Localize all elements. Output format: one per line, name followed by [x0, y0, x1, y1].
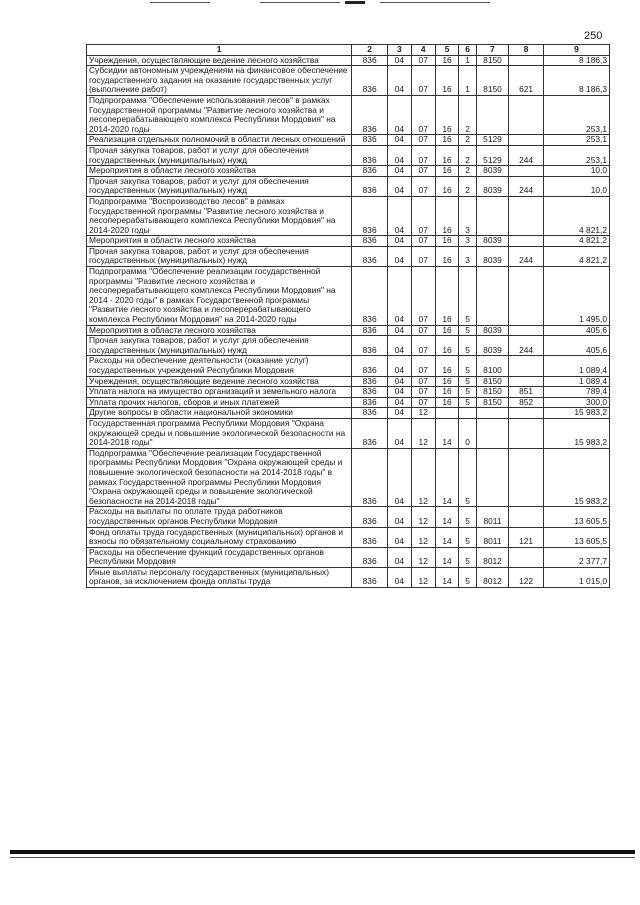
program-cell	[435, 408, 459, 419]
program-cell: 16	[435, 267, 459, 326]
row-name-cell: Мероприятия в области лесного хозяйства	[87, 325, 352, 336]
subprogram-cell: 5	[459, 387, 476, 398]
amount-cell: 8 186,3	[543, 55, 609, 66]
program-cell: 16	[435, 166, 459, 177]
subsection-cell: 07	[411, 196, 435, 235]
target-item-cell: 8150	[476, 55, 508, 66]
expense-type-cell: 851	[509, 387, 544, 398]
row-name-cell: Расходы на выплаты по оплате труда работников государственных органов Республики Мордовия	[87, 507, 352, 527]
amount-cell: 10,0	[543, 176, 609, 196]
program-cell: 16	[435, 246, 459, 266]
expense-type-cell	[509, 166, 544, 177]
row-name-cell: Учреждения, осуществляющие ведение лесного хозяйства	[87, 55, 352, 66]
expense-type-cell: 122	[509, 567, 544, 587]
table-row	[87, 356, 610, 376]
target-item-cell: 8012	[476, 567, 508, 587]
code-grbs-cell: 836	[352, 145, 388, 165]
target-item-cell: 5129	[476, 135, 508, 146]
amount-cell: 13 605,5	[543, 507, 609, 527]
expense-type-cell: 852	[509, 397, 544, 408]
code-grbs-cell: 836	[352, 448, 388, 507]
subsection-cell: 07	[411, 176, 435, 196]
code-grbs-cell: 836	[352, 397, 388, 408]
code-grbs-cell: 836	[352, 418, 388, 448]
budget-table	[86, 44, 610, 588]
section-cell: 04	[388, 236, 412, 247]
subsection-cell: 07	[411, 236, 435, 247]
subprogram-cell: 2	[459, 95, 476, 134]
amount-cell: 4 821,2	[543, 196, 609, 235]
section-cell: 04	[388, 448, 412, 507]
program-cell: 16	[435, 95, 459, 134]
section-cell: 04	[388, 267, 412, 326]
code-grbs-cell: 836	[352, 55, 388, 66]
program-cell: 16	[435, 397, 459, 408]
code-grbs-cell: 836	[352, 567, 388, 587]
header-col-2: 2	[352, 45, 388, 56]
table-row	[87, 418, 610, 448]
subprogram-cell	[459, 408, 476, 419]
row-name-cell: Государственная программа Республики Мордовия "Охрана окружающей среды и повышение экологической безопасности на 2014-2018 годы"	[87, 418, 352, 448]
subsection-cell: 07	[411, 135, 435, 146]
target-item-cell: 8150	[476, 66, 508, 96]
section-cell: 04	[388, 135, 412, 146]
program-cell: 16	[435, 387, 459, 398]
amount-cell: 405,6	[543, 336, 609, 356]
expense-type-cell: 244	[509, 176, 544, 196]
program-cell: 16	[435, 325, 459, 336]
target-item-cell	[476, 196, 508, 235]
expense-type-cell: 244	[509, 336, 544, 356]
amount-cell: 4 821,2	[543, 246, 609, 266]
table-row	[87, 135, 610, 146]
expense-type-cell	[509, 507, 544, 527]
header-col-6: 6	[459, 45, 476, 56]
row-name-cell: Прочая закупка товаров, работ и услуг для обеспечения государственных (муниципальных) нужд	[87, 145, 352, 165]
row-name-cell: Уплата налога на имущество организаций и земельного налога	[87, 387, 352, 398]
section-cell: 04	[388, 145, 412, 165]
row-name-cell: Прочая закупка товаров, работ и услуг для обеспечения государственных (муниципальных) нужд	[87, 176, 352, 196]
code-grbs-cell: 836	[352, 408, 388, 419]
amount-cell: 2 377,7	[543, 547, 609, 567]
subprogram-cell: 2	[459, 176, 476, 196]
target-item-cell: 8039	[476, 236, 508, 247]
code-grbs-cell: 836	[352, 376, 388, 387]
subsection-cell: 07	[411, 387, 435, 398]
code-grbs-cell: 836	[352, 196, 388, 235]
code-grbs-cell: 836	[352, 166, 388, 177]
table-row	[87, 527, 610, 547]
code-grbs-cell: 836	[352, 507, 388, 527]
page-number: 250	[584, 30, 603, 42]
table-row	[87, 176, 610, 196]
amount-cell: 253,1	[543, 95, 609, 134]
row-name-cell: Субсидии автономным учреждениям на финансовое обеспечение государственного задания на оказание государственных услуг (выполнение работ)	[87, 66, 352, 96]
subprogram-cell: 5	[459, 325, 476, 336]
program-cell: 16	[435, 236, 459, 247]
code-grbs-cell: 836	[352, 527, 388, 547]
target-item-cell: 8039	[476, 176, 508, 196]
expense-type-cell: 621	[509, 66, 544, 96]
section-cell: 04	[388, 336, 412, 356]
target-item-cell: 8039	[476, 166, 508, 177]
program-cell: 16	[435, 196, 459, 235]
row-name-cell: Уплата прочих налогов, сборов и иных платежей	[87, 397, 352, 408]
program-cell: 16	[435, 376, 459, 387]
program-cell: 14	[435, 507, 459, 527]
subsection-cell: 07	[411, 66, 435, 96]
table-row	[87, 196, 610, 235]
subprogram-cell: 5	[459, 507, 476, 527]
subprogram-cell: 1	[459, 55, 476, 66]
subprogram-cell: 5	[459, 397, 476, 408]
subsection-cell: 12	[411, 408, 435, 419]
amount-cell: 253,1	[543, 135, 609, 146]
code-grbs-cell: 836	[352, 66, 388, 96]
target-item-cell	[476, 267, 508, 326]
program-cell: 16	[435, 356, 459, 376]
row-name-cell: Расходы на обеспечение деятельности (оказание услуг) государственных учреждений Республики Мордовия	[87, 356, 352, 376]
subprogram-cell: 3	[459, 196, 476, 235]
section-cell: 04	[388, 387, 412, 398]
subprogram-cell: 1	[459, 66, 476, 96]
expense-type-cell	[509, 135, 544, 146]
amount-cell: 300,0	[543, 397, 609, 408]
subsection-cell: 12	[411, 527, 435, 547]
section-cell: 04	[388, 325, 412, 336]
header-col-3: 3	[388, 45, 412, 56]
table-row	[87, 387, 610, 398]
section-cell: 04	[388, 196, 412, 235]
code-grbs-cell: 836	[352, 336, 388, 356]
subprogram-cell: 5	[459, 567, 476, 587]
program-cell: 14	[435, 547, 459, 567]
section-cell: 04	[388, 567, 412, 587]
table-row	[87, 448, 610, 507]
table-row	[87, 376, 610, 387]
target-item-cell	[476, 408, 508, 419]
section-cell: 04	[388, 418, 412, 448]
program-cell: 16	[435, 55, 459, 66]
subsection-cell: 07	[411, 246, 435, 266]
code-grbs-cell: 836	[352, 135, 388, 146]
table-row	[87, 55, 610, 66]
code-grbs-cell: 836	[352, 267, 388, 326]
subsection-cell: 07	[411, 55, 435, 66]
row-name-cell: Расходы на обеспечение функций государственных органов Республики Мордовия	[87, 547, 352, 567]
code-grbs-cell: 836	[352, 236, 388, 247]
subprogram-cell: 2	[459, 166, 476, 177]
table-row	[87, 325, 610, 336]
row-name-cell: Прочая закупка товаров, работ и услуг для обеспечения государственных (муниципальных) нужд	[87, 336, 352, 356]
subprogram-cell: 5	[459, 336, 476, 356]
subprogram-cell: 3	[459, 246, 476, 266]
section-cell: 04	[388, 356, 412, 376]
target-item-cell: 8150	[476, 397, 508, 408]
amount-cell: 4 821,2	[543, 236, 609, 247]
code-grbs-cell: 836	[352, 356, 388, 376]
table-row	[87, 236, 610, 247]
amount-cell: 405,6	[543, 325, 609, 336]
target-item-cell: 8039	[476, 336, 508, 356]
section-cell: 04	[388, 527, 412, 547]
amount-cell: 1 089,4	[543, 356, 609, 376]
table-row	[87, 507, 610, 527]
subprogram-cell: 5	[459, 356, 476, 376]
scan-bottom-edge	[10, 850, 635, 854]
subsection-cell: 12	[411, 448, 435, 507]
section-cell: 04	[388, 55, 412, 66]
expense-type-cell: 121	[509, 527, 544, 547]
row-name-cell: Учреждения, осуществляющие ведение лесного хозяйства	[87, 376, 352, 387]
subsection-cell: 07	[411, 145, 435, 165]
table-row	[87, 267, 610, 326]
section-cell: 04	[388, 66, 412, 96]
subprogram-cell: 5	[459, 527, 476, 547]
subprogram-cell: 5	[459, 547, 476, 567]
target-item-cell: 8150	[476, 376, 508, 387]
program-cell: 14	[435, 418, 459, 448]
amount-cell: 1 495,0	[543, 267, 609, 326]
section-cell: 04	[388, 408, 412, 419]
row-name-cell: Реализация отдельных полномочий в области лесных отношений	[87, 135, 352, 146]
section-cell: 04	[388, 397, 412, 408]
expense-type-cell: 244	[509, 246, 544, 266]
program-cell: 14	[435, 567, 459, 587]
code-grbs-cell: 836	[352, 325, 388, 336]
subsection-cell: 12	[411, 547, 435, 567]
target-item-cell: 8100	[476, 356, 508, 376]
expense-type-cell	[509, 376, 544, 387]
amount-cell: 789,4	[543, 387, 609, 398]
table-row	[87, 66, 610, 96]
code-grbs-cell: 836	[352, 387, 388, 398]
section-cell: 04	[388, 246, 412, 266]
amount-cell: 15 983,2	[543, 408, 609, 419]
table-row	[87, 397, 610, 408]
amount-cell: 15 983,2	[543, 448, 609, 507]
amount-cell: 8 186,3	[543, 66, 609, 96]
program-cell: 14	[435, 527, 459, 547]
target-item-cell: 8011	[476, 527, 508, 547]
expense-type-cell	[509, 55, 544, 66]
program-cell: 16	[435, 176, 459, 196]
scan-top-edge	[0, 0, 640, 8]
expense-type-cell	[509, 267, 544, 326]
table-row	[87, 567, 610, 587]
row-name-cell: Подпрограмма "Обеспечение реализации Государственной программы Республики Мордовия "Охрана окружающей среды и повышение экологической безопасности на 2014-2018 годы" в рамках Государственной программы Республики Мордовия "Охрана окружающей среды и повышение экологической безопасности на 2014-2018 годы"	[87, 448, 352, 507]
program-cell: 16	[435, 145, 459, 165]
target-item-cell	[476, 448, 508, 507]
expense-type-cell	[509, 356, 544, 376]
header-col-5: 5	[435, 45, 459, 56]
table-row	[87, 166, 610, 177]
amount-cell: 15 983,2	[543, 418, 609, 448]
subsection-cell: 07	[411, 267, 435, 326]
expense-type-cell	[509, 408, 544, 419]
program-cell: 16	[435, 66, 459, 96]
header-col-7: 7	[476, 45, 508, 56]
code-grbs-cell: 836	[352, 246, 388, 266]
subsection-cell: 12	[411, 507, 435, 527]
subprogram-cell: 3	[459, 236, 476, 247]
target-item-cell: 8012	[476, 547, 508, 567]
expense-type-cell	[509, 196, 544, 235]
subsection-cell: 07	[411, 376, 435, 387]
header-col-4: 4	[411, 45, 435, 56]
section-cell: 04	[388, 176, 412, 196]
row-name-cell: Другие вопросы в области национальной экономики	[87, 408, 352, 419]
target-item-cell: 8011	[476, 507, 508, 527]
row-name-cell: Подпрограмма "Обеспечение использования лесов" в рамках Государственной программы "Развитие лесного хозяйства и лесоперерабатывающего комплекса Республики Мордовия" на 2014-2020 годы	[87, 95, 352, 134]
program-cell: 16	[435, 336, 459, 356]
target-item-cell	[476, 95, 508, 134]
program-cell: 16	[435, 135, 459, 146]
target-item-cell: 8039	[476, 246, 508, 266]
header-col-1: 1	[87, 45, 352, 56]
subprogram-cell: 2	[459, 135, 476, 146]
section-cell: 04	[388, 547, 412, 567]
amount-cell: 1 015,0	[543, 567, 609, 587]
table-row	[87, 336, 610, 356]
subprogram-cell: 0	[459, 418, 476, 448]
subsection-cell: 12	[411, 418, 435, 448]
scan-bottom-edge-thin	[10, 857, 635, 858]
amount-cell: 10,0	[543, 166, 609, 177]
subsection-cell: 07	[411, 356, 435, 376]
expense-type-cell	[509, 95, 544, 134]
row-name-cell: Мероприятия в области лесного хозяйства	[87, 166, 352, 177]
amount-cell: 1 089,4	[543, 376, 609, 387]
subprogram-cell: 5	[459, 267, 476, 326]
subsection-cell: 12	[411, 567, 435, 587]
target-item-cell: 8150	[476, 387, 508, 398]
section-cell: 04	[388, 507, 412, 527]
expense-type-cell	[509, 448, 544, 507]
expense-type-cell	[509, 325, 544, 336]
subsection-cell: 07	[411, 166, 435, 177]
table-row	[87, 547, 610, 567]
row-name-cell: Подпрограмма "Обеспечение реализации государственной программы "Развитие лесного хозяйства и лесоперерабатывающего комплекса Республики Мордовия" на 2014 - 2020 годы" в рамках Государственной программы "Развитие лесного хозяйства и лесоперерабатывающего комплекса Республики Мордовия" на 2014-2020 годы	[87, 267, 352, 326]
code-grbs-cell: 836	[352, 95, 388, 134]
amount-cell: 13 605,5	[543, 527, 609, 547]
subsection-cell: 07	[411, 336, 435, 356]
subprogram-cell: 5	[459, 448, 476, 507]
section-cell: 04	[388, 376, 412, 387]
row-name-cell: Прочая закупка товаров, работ и услуг для обеспечения государственных (муниципальных) нужд	[87, 246, 352, 266]
table-row	[87, 246, 610, 266]
row-name-cell: Фонд оплаты труда государственных (муниципальных) органов и взносы по обязательному социальному страхованию	[87, 527, 352, 547]
code-grbs-cell: 836	[352, 176, 388, 196]
subprogram-cell: 2	[459, 145, 476, 165]
section-cell: 04	[388, 166, 412, 177]
header-col-8: 8	[509, 45, 544, 56]
subprogram-cell: 5	[459, 376, 476, 387]
amount-cell: 253,1	[543, 145, 609, 165]
subsection-cell: 07	[411, 325, 435, 336]
target-item-cell: 5129	[476, 145, 508, 165]
header-row	[87, 45, 610, 56]
header-col-9: 9	[543, 45, 609, 56]
expense-type-cell	[509, 236, 544, 247]
table-row	[87, 95, 610, 134]
row-name-cell: Подпрограмма "Воспроизводство лесов" в рамках Государственной программы "Развитие лесного хозяйства и лесоперерабатывающего комплекса Республики Мордовия" на 2014-2020 годы	[87, 196, 352, 235]
table-row	[87, 145, 610, 165]
section-cell: 04	[388, 95, 412, 134]
expense-type-cell	[509, 547, 544, 567]
expense-type-cell: 244	[509, 145, 544, 165]
expense-type-cell	[509, 418, 544, 448]
table-row	[87, 408, 610, 419]
target-item-cell	[476, 418, 508, 448]
subsection-cell: 07	[411, 397, 435, 408]
row-name-cell: Иные выплаты персоналу государственных (муниципальных) органов, за исключением фонда оплаты труда	[87, 567, 352, 587]
program-cell: 14	[435, 448, 459, 507]
code-grbs-cell: 836	[352, 547, 388, 567]
row-name-cell: Мероприятия в области лесного хозяйства	[87, 236, 352, 247]
target-item-cell: 8039	[476, 325, 508, 336]
subsection-cell: 07	[411, 95, 435, 134]
